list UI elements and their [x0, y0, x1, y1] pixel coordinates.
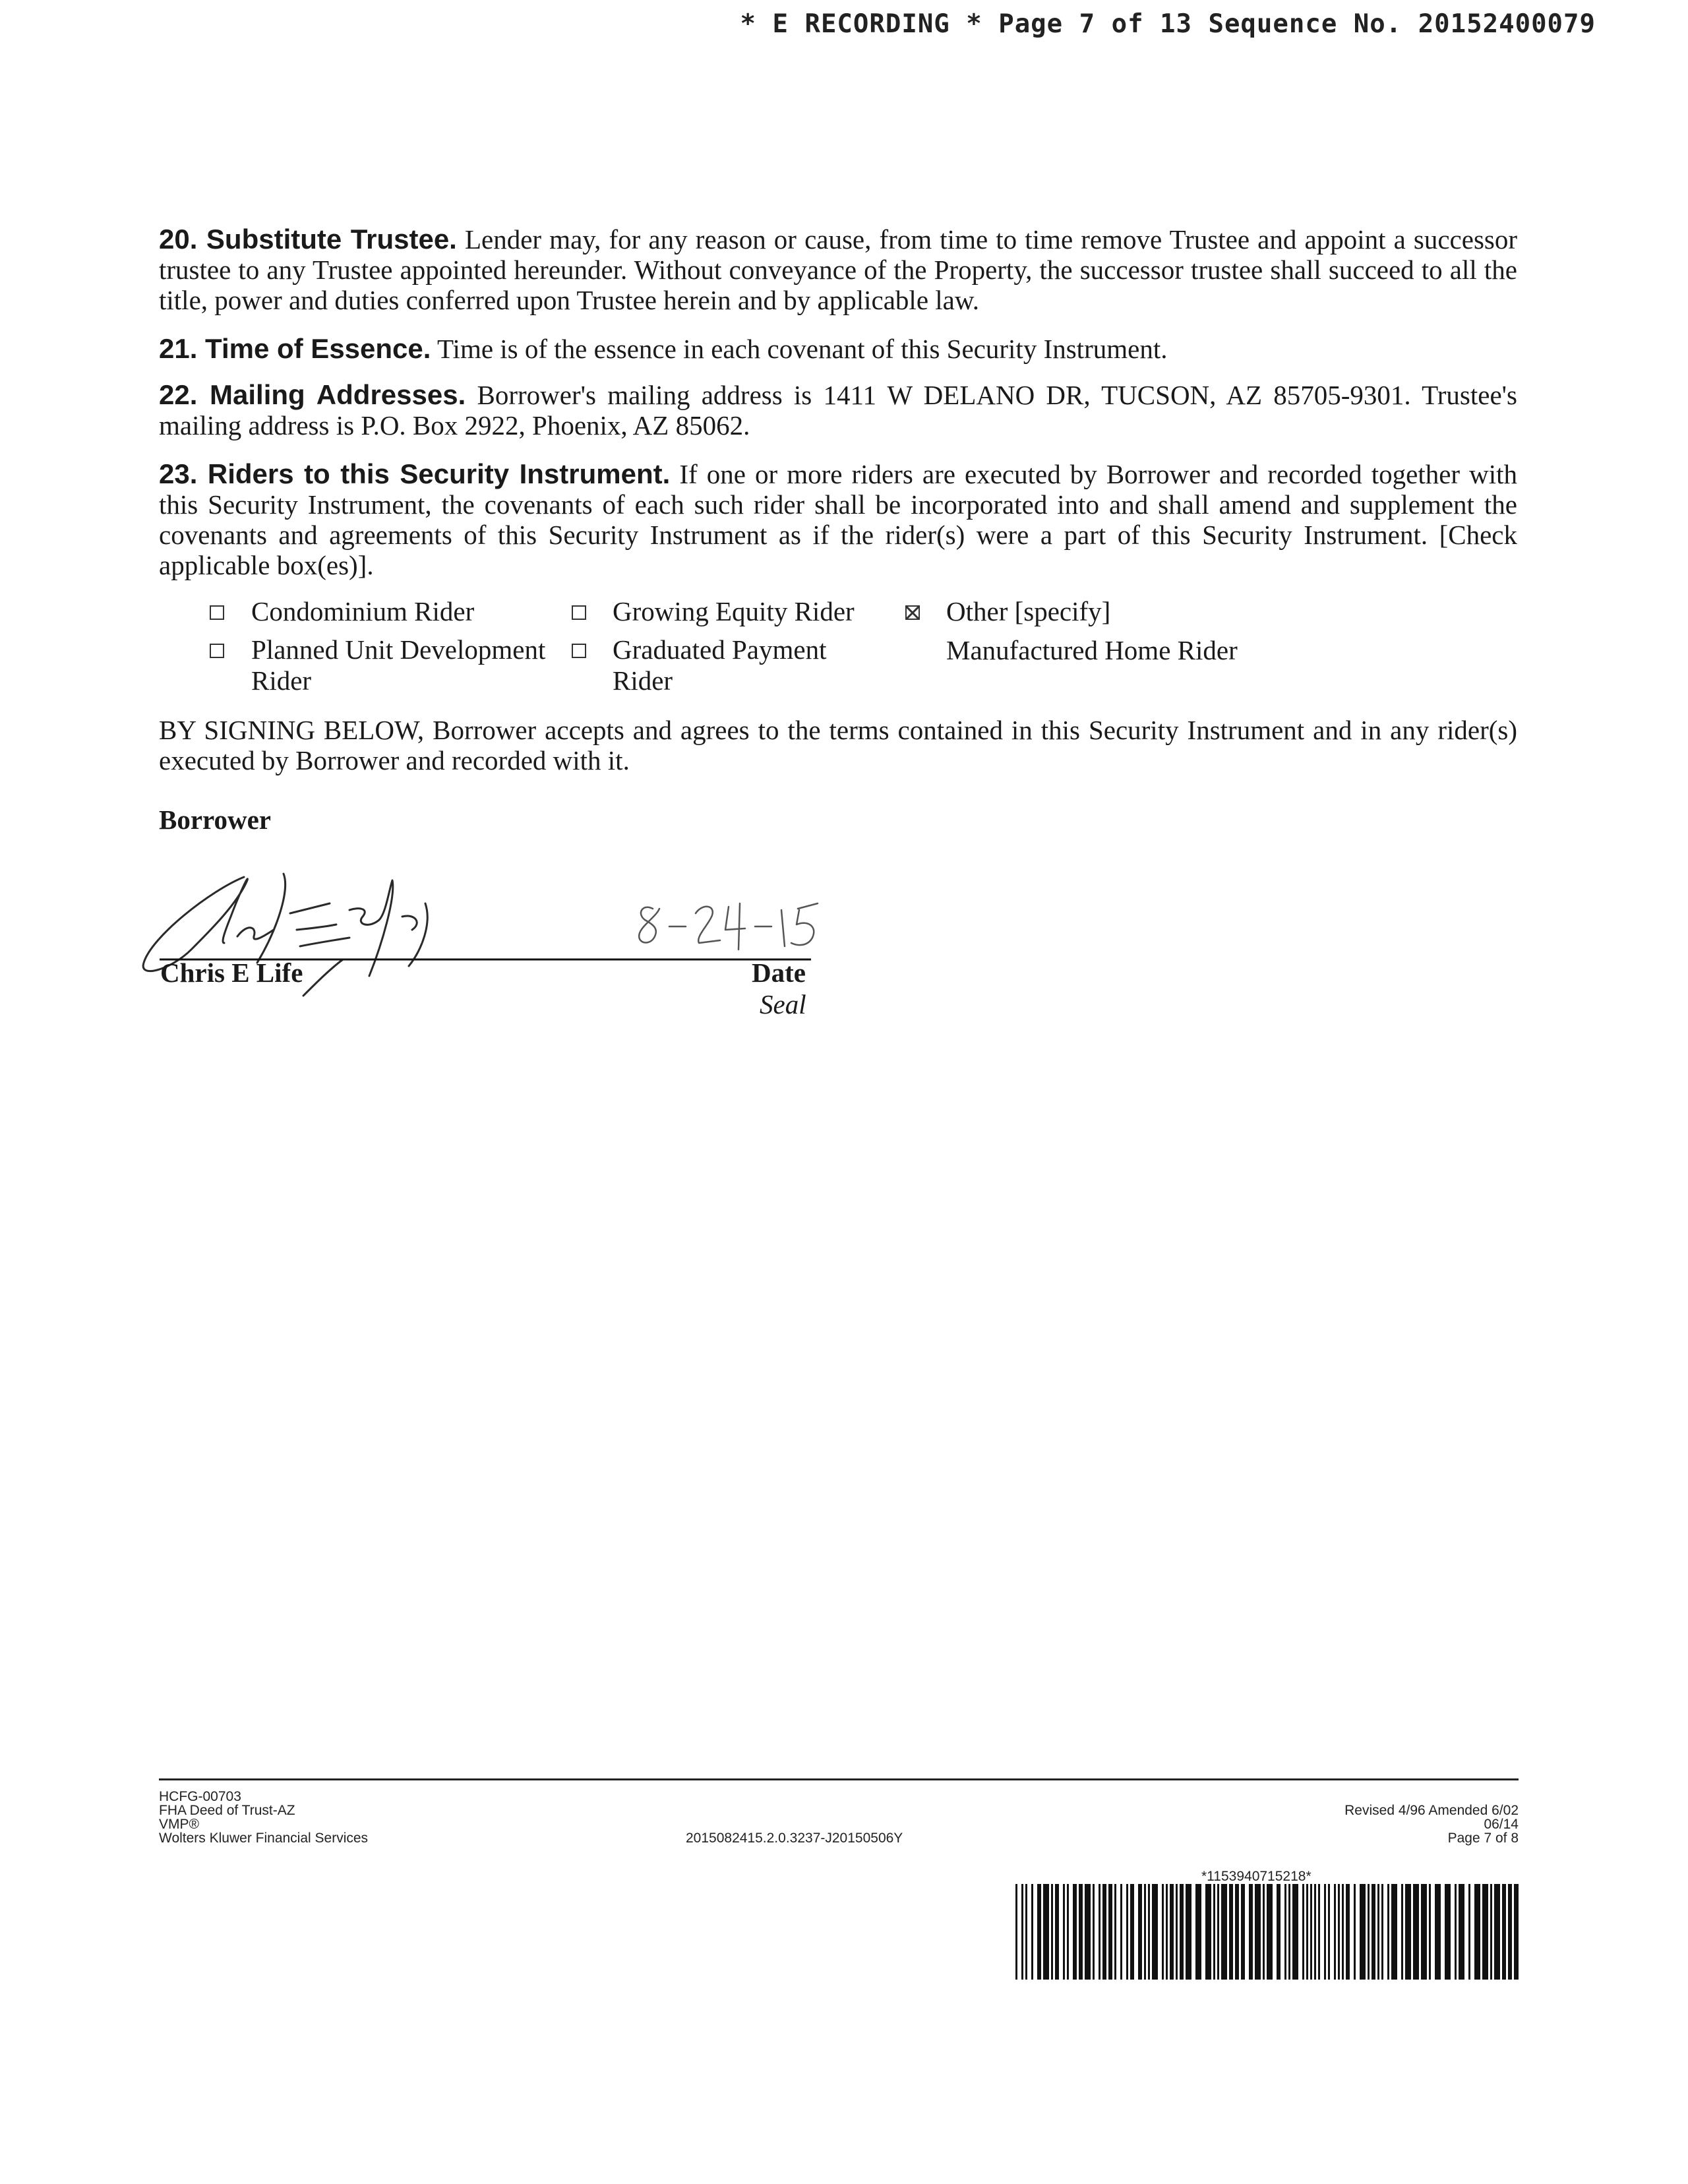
footer-version: 06/14 — [1484, 1817, 1519, 1832]
condominium-rider-label: Condominium Rider — [251, 596, 475, 626]
footer-doc-id: 2015082415.2.0.3237-J20150506Y — [686, 1831, 903, 1846]
section-20-title: 20. Substitute Trustee. — [159, 224, 457, 255]
section-22-text: Borrower's mailing address is 1411 W DELANO DR, TUCSON, AZ 85705-9301. Trustee's mailing address is P.O. Box 2922, Phoenix, AZ 85062. — [159, 380, 1518, 440]
section-23-text: If one or more riders are executed by Borrower and recorded together with this Security Instrument, the covenants of each such rider shall be incorporated into and shall amend and supplement the covenants and agreements of this Security Instrument as if the rider(s) were a part of this Security Instrument. [Check applicable box(es)]. — [159, 459, 1518, 580]
checkbox-condominium-rider[interactable] — [210, 605, 224, 620]
checkbox-planned-unit-rider[interactable] — [210, 644, 224, 658]
checkbox-graduated-payment-rider[interactable] — [572, 644, 586, 658]
footer-publisher: Wolters Kluwer Financial Services — [159, 1831, 369, 1846]
section-21-text: Time is of the essence in each covenant of this Security Instrument. — [437, 334, 1168, 364]
section-21 — [159, 334, 1517, 364]
borrower-name: Chris E Life — [160, 957, 303, 988]
section-23-title: 23. Riders to this Security Instrument. — [159, 458, 671, 489]
footer-vmp: VMP® — [159, 1817, 199, 1832]
planned-unit-rider-label-1: Planned Unit Development — [251, 634, 546, 665]
recording-header: * E RECORDING * Page 7 of 13 Sequence No. 20152400079 — [740, 9, 1596, 39]
signing-statement: BY SIGNING BELOW, Borrower accepts and agrees to the terms contained in this Security Instrument and in any rider(s) executed by Borrower and recorded with it. — [159, 715, 1517, 775]
footer-form-name: FHA Deed of Trust-AZ — [159, 1803, 295, 1818]
section-20 — [159, 224, 1517, 315]
checkbox-growing-equity-rider[interactable] — [572, 605, 586, 620]
footer-page: Page 7 of 8 — [1447, 1831, 1519, 1846]
section-20-text: Lender may, for any reason or cause, from time to time remove Trustee and appoint a successor trustee to any Trustee appointed hereunder. Without conveyance of the Property, the successor trustee shall succeed to all the title, power and duties conferred upon Trustee herein and by applicable law. — [159, 224, 1518, 315]
planned-unit-rider-label-2: Rider — [251, 665, 312, 696]
section-22-title: 22. Mailing Addresses. — [159, 379, 466, 410]
barcode — [1015, 1884, 1519, 1980]
barcode-text: *1153940715218* — [1201, 1869, 1311, 1884]
footer-form-code: HCFG-00703 — [159, 1789, 241, 1804]
date-label: Date — [752, 957, 806, 988]
section-23 — [159, 459, 1517, 580]
graduated-payment-rider-label-1: Graduated Payment — [613, 634, 827, 665]
borrower-heading: Borrower — [159, 804, 272, 835]
seal-label: Seal — [760, 989, 806, 1019]
graduated-payment-rider-label-2: Rider — [613, 665, 673, 696]
footer-revised: Revised 4/96 Amended 6/02 — [1344, 1803, 1519, 1818]
handwritten-date — [639, 903, 818, 950]
footer-rule — [159, 1778, 1519, 1780]
growing-equity-rider-label: Growing Equity Rider — [613, 596, 855, 626]
other-rider-label: Other [specify] — [946, 596, 1111, 626]
checkbox-other-rider[interactable] — [905, 605, 920, 620]
section-21-title: 21. Time of Essence. — [159, 333, 431, 364]
other-rider-specify: Manufactured Home Rider — [946, 635, 1238, 665]
section-22 — [159, 380, 1517, 440]
